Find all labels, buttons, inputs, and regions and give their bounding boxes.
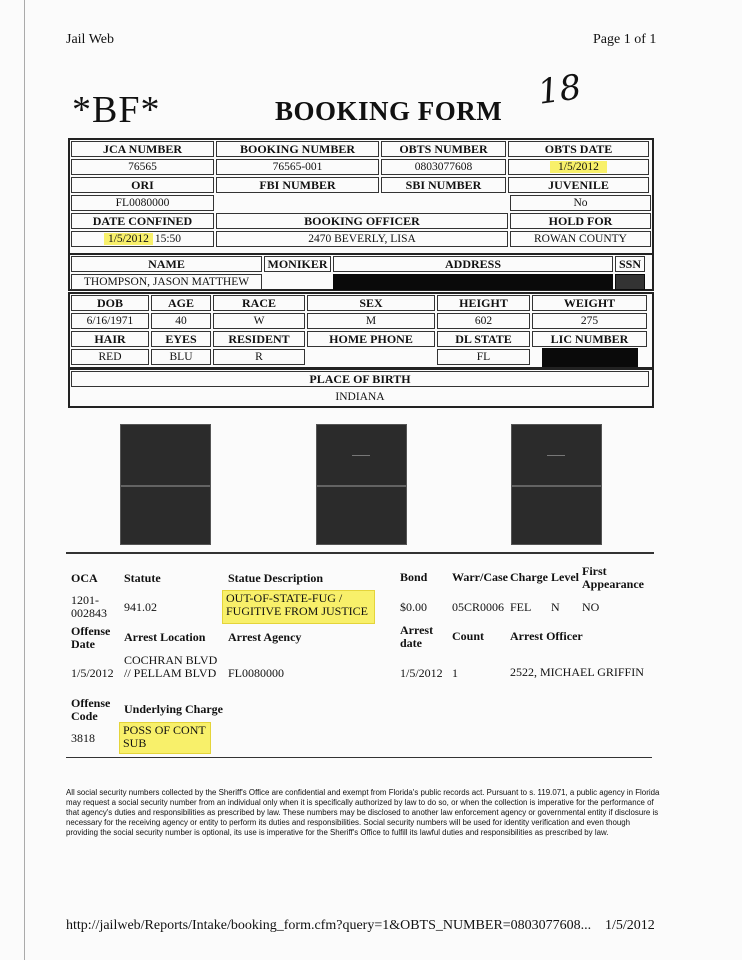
- offense-code: 3818: [71, 731, 95, 745]
- arrest-agency: FL0080000: [228, 666, 285, 680]
- booking-number: 76565-001: [216, 159, 379, 175]
- oca-label: OCA: [71, 571, 98, 585]
- table-row: [70, 158, 652, 176]
- age-label: AGE: [151, 295, 211, 311]
- juvenile-label: JUVENILE: [508, 177, 649, 193]
- booking-photo-left: [120, 424, 211, 545]
- table-row: [70, 294, 652, 312]
- obts-date-cell: [508, 159, 649, 175]
- first-appearance-label: First Appearance: [582, 564, 644, 591]
- statute-desc-label: Statue Description: [228, 571, 323, 585]
- hair: RED: [71, 349, 149, 365]
- table-row: [70, 140, 652, 158]
- arrest-location: COCHRAN BLVD // PELLAM BLVD: [124, 653, 218, 680]
- lic-number-label: LIC NUMBER: [532, 331, 647, 347]
- table-row: [70, 230, 652, 248]
- lic-number-cell: [532, 349, 647, 365]
- booking-officer: 2470 BEVERLY, LISA: [216, 231, 508, 247]
- juvenile: No: [510, 195, 651, 211]
- age: 40: [151, 313, 211, 329]
- footer-date: 1/5/2012: [605, 918, 655, 933]
- place-of-birth-label: PLACE OF BIRTH: [71, 371, 649, 387]
- offense-date-label: Offense Date: [71, 624, 111, 651]
- resident: R: [213, 349, 305, 365]
- hair-label: HAIR: [71, 331, 149, 347]
- first-appearance: NO: [582, 600, 600, 614]
- weight: 275: [532, 313, 647, 329]
- booking-table-birth: [68, 368, 654, 408]
- date-confined-time: 15:50: [154, 233, 182, 245]
- bf-mark: *BF*: [72, 89, 161, 131]
- booking-table-name: [68, 253, 654, 291]
- page-left-edge: [24, 0, 25, 960]
- footer-url[interactable]: http://jailweb/Reports/Intake/booking_form.cfm?query=1&OBTS_NUMBER=0803077608...: [66, 918, 592, 933]
- moniker-label: MONIKER: [264, 256, 331, 272]
- eyes-label: EYES: [151, 331, 211, 347]
- moniker-blank: [264, 274, 331, 290]
- table-row: [70, 255, 652, 273]
- table-row: [70, 388, 652, 406]
- hold-for-label: HOLD FOR: [510, 213, 651, 229]
- divider: [66, 757, 652, 758]
- obts-number: 0803077608: [381, 159, 506, 175]
- count-label: Count: [452, 629, 485, 643]
- warr-case-label: Warr/Case: [452, 570, 508, 584]
- header-left: Jail Web: [66, 32, 114, 47]
- count: 1: [452, 666, 458, 680]
- booking-table-physical: [68, 292, 654, 369]
- warr-case: 05CR0006: [452, 600, 505, 614]
- table-row: [70, 176, 652, 194]
- table-row: [70, 312, 652, 330]
- statute: 941.02: [124, 600, 157, 614]
- ssn-redacted: [615, 274, 645, 290]
- arrest-date-label: Arrest date: [400, 623, 434, 650]
- fbi-number-label: FBI NUMBER: [216, 177, 379, 193]
- disclaimer: All social security numbers collected by the Sheriff's Office are confidential and exempt from Florida's public records act. Pursuant to s. 119.071, a public agency in Florida may request a social security number from an individual only when it is specifically authorized by law to do so, or when the collection is imperative for the performance of that agency's duties and responsibilities as prescribed by law. These numbers may be disclosed to another law enforcement agency or governmental entity if disclosure is necessary for the receiving agency or entity to perform its duties and responsibilities. Social security numbers will be used for identity verification and even though providing the social security number is optional, its use is imperative for the Sheriff's Office to fulfill its lawful duties and responsibilities as prescribed by law.: [66, 788, 660, 837]
- date-confined-label: DATE CONFINED: [71, 213, 214, 229]
- arrest-agency-label: Arrest Agency: [228, 630, 302, 644]
- name-label: NAME: [71, 256, 262, 272]
- sbi-number-label: SBI NUMBER: [381, 177, 506, 193]
- jca-number: 76565: [71, 159, 214, 175]
- arrest-officer: 2522, MICHAEL GRIFFIN: [510, 665, 644, 679]
- date-confined-cell: [71, 231, 214, 247]
- booking-photo-center: [316, 424, 407, 545]
- race: W: [213, 313, 305, 329]
- handwritten-note: 18: [535, 67, 584, 113]
- bond-label: Bond: [400, 570, 428, 584]
- bond: $0.00: [400, 600, 427, 614]
- height-label: HEIGHT: [437, 295, 530, 311]
- dob-label: DOB: [71, 295, 149, 311]
- table-row: [70, 348, 652, 366]
- sex: M: [307, 313, 435, 329]
- oca: 1201-002843: [71, 593, 107, 620]
- dl-state-label: DL STATE: [437, 331, 530, 347]
- dl-state: FL: [437, 349, 530, 365]
- header-right: Page 1 of 1: [593, 32, 657, 47]
- booking-number-label: BOOKING NUMBER: [216, 141, 379, 157]
- divider: [66, 552, 654, 554]
- underlying-charge-label: Underlying Charge: [124, 702, 223, 716]
- arrest-location-label: Arrest Location: [124, 630, 206, 644]
- obts-number-label: OBTS NUMBER: [381, 141, 506, 157]
- offense-code-label: Offense Code: [71, 696, 111, 723]
- obts-date-label: OBTS DATE: [508, 141, 649, 157]
- resident-label: RESIDENT: [213, 331, 305, 347]
- offense-date: 1/5/2012: [71, 666, 114, 680]
- name: THOMPSON, JASON MATTHEW: [71, 274, 262, 290]
- hold-for: ROWAN COUNTY: [510, 231, 651, 247]
- address-label: ADDRESS: [333, 256, 613, 272]
- lic-number-redacted: [542, 348, 638, 367]
- jca-number-label: JCA NUMBER: [71, 141, 214, 157]
- dob: 6/16/1971: [71, 313, 149, 329]
- date-confined-date: 1/5/2012: [104, 233, 153, 245]
- booking-photo-right: [511, 424, 602, 545]
- statute-label: Statute: [124, 571, 161, 585]
- table-row: [70, 330, 652, 348]
- charge-level-label: Charge Level: [510, 570, 579, 584]
- home-phone-blank: [307, 349, 435, 365]
- ori-label: ORI: [71, 177, 214, 193]
- weight-label: WEIGHT: [532, 295, 647, 311]
- arrest-officer-label: Arrest Officer: [510, 629, 583, 643]
- charge-level-flag: N: [551, 600, 560, 614]
- ssn-label: SSN: [615, 256, 645, 272]
- height: 602: [437, 313, 530, 329]
- sex-label: SEX: [307, 295, 435, 311]
- statute-description: OUT-OF-STATE-FUG / FUGITIVE FROM JUSTICE: [222, 590, 375, 624]
- table-row: [70, 370, 652, 388]
- booking-table-top: [68, 138, 654, 255]
- table-row: [70, 194, 652, 212]
- underlying-charge: POSS OF CONT SUB: [119, 722, 211, 754]
- table-row: [70, 273, 652, 291]
- table-row: [70, 212, 652, 230]
- booking-officer-label: BOOKING OFFICER: [216, 213, 508, 229]
- eyes: BLU: [151, 349, 211, 365]
- arrest-date: 1/5/2012: [400, 666, 443, 680]
- home-phone-label: HOME PHONE: [307, 331, 435, 347]
- page-title: BOOKING FORM: [275, 96, 503, 126]
- obts-date: 1/5/2012: [550, 161, 607, 173]
- ori: FL0080000: [71, 195, 214, 211]
- address-redacted: [333, 274, 613, 290]
- blank-space: [216, 195, 508, 211]
- charge-level: FEL: [510, 600, 532, 614]
- race-label: RACE: [213, 295, 305, 311]
- place-of-birth: INDIANA: [335, 391, 385, 403]
